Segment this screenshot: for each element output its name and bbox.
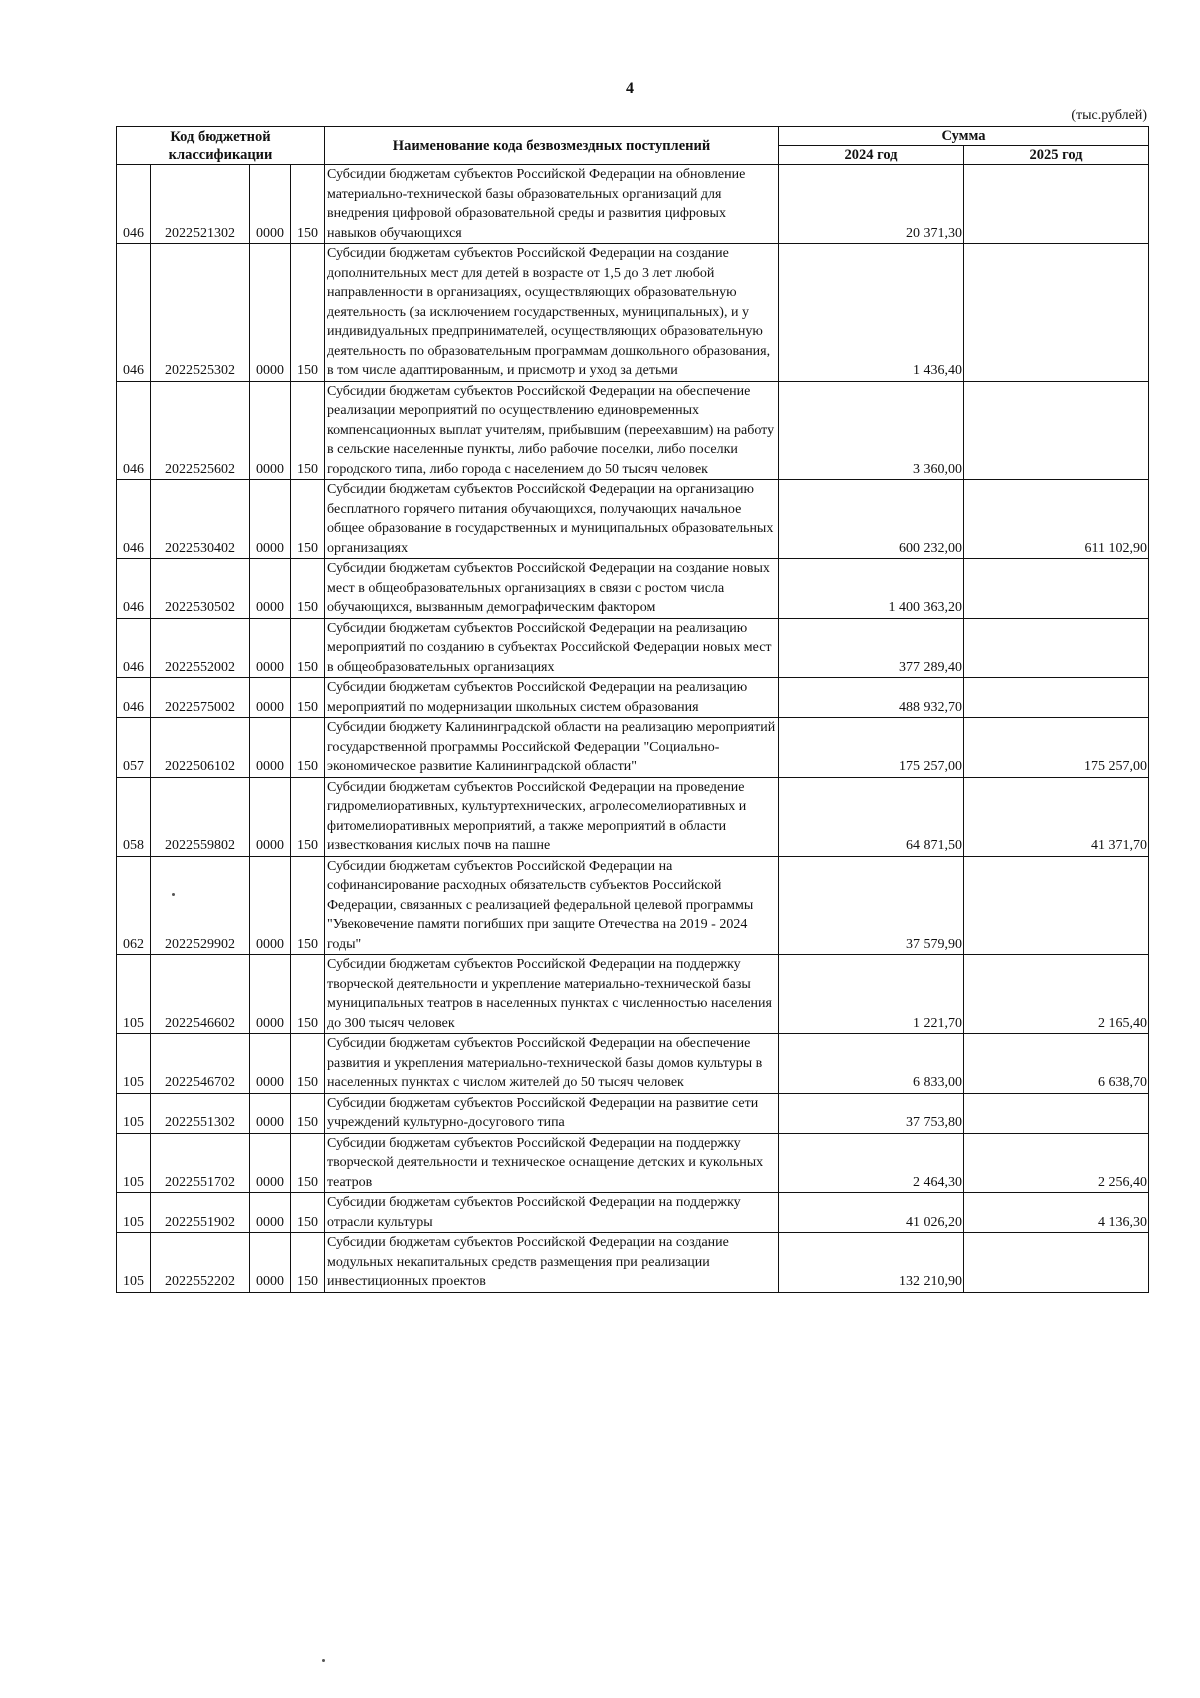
kbk-code-cell: 2022551302 [151,1093,250,1133]
revenue-name-cell: Субсидии бюджетам субъектов Российской Федерации на поддержку творческой деятельности и техническое оснащение детских и кукольных театров [325,1133,779,1193]
table-row [117,1133,1149,1193]
program-code-cell: 0000 [250,381,291,480]
admin-code-cell: 046 [117,678,151,718]
admin-code-cell: 046 [117,480,151,559]
admin-code-cell: 046 [117,559,151,619]
amount-2024-cell: 1 400 363,20 [779,559,964,619]
table-row [117,1093,1149,1133]
kbk-code-cell: 2022525302 [151,244,250,382]
kbk-code-cell: 2022530502 [151,559,250,619]
amount-2025-cell [964,165,1149,244]
header-sum: Сумма [779,127,1149,146]
admin-code-cell: 046 [117,381,151,480]
economic-code-cell: 150 [291,618,325,678]
economic-code-cell: 150 [291,1233,325,1293]
amount-2025-cell: 2 165,40 [964,955,1149,1034]
amount-2025-cell: 4 136,30 [964,1193,1149,1233]
header-name: Наименование кода безвозмездных поступлений [325,127,779,165]
table-row [117,165,1149,244]
program-code-cell: 0000 [250,777,291,856]
amount-2024-cell: 6 833,00 [779,1034,964,1094]
program-code-cell: 0000 [250,1133,291,1193]
revenue-name-cell: Субсидии бюджетам субъектов Российской Федерации на развитие сети учреждений культурно-досугового типа [325,1093,779,1133]
economic-code-cell: 150 [291,955,325,1034]
scan-speck [172,893,175,896]
kbk-code-cell: 2022529902 [151,856,250,955]
units-label: (тыс.рублей) [1071,108,1147,123]
header-year-2024: 2024 год [779,146,964,165]
amount-2024-cell: 488 932,70 [779,678,964,718]
amount-2025-cell [964,618,1149,678]
admin-code-cell: 105 [117,955,151,1034]
economic-code-cell: 150 [291,480,325,559]
economic-code-cell: 150 [291,244,325,382]
kbk-code-cell: 2022552002 [151,618,250,678]
admin-code-cell: 046 [117,618,151,678]
economic-code-cell: 150 [291,856,325,955]
program-code-cell: 0000 [250,856,291,955]
admin-code-cell: 046 [117,244,151,382]
amount-2024-cell: 132 210,90 [779,1233,964,1293]
amount-2024-cell: 41 026,20 [779,1193,964,1233]
table-row [117,1034,1149,1094]
economic-code-cell: 150 [291,165,325,244]
header-code-group: Код бюджетной классификации [117,127,325,165]
economic-code-cell: 150 [291,777,325,856]
revenue-name-cell: Субсидии бюджетам субъектов Российской Федерации на реализацию мероприятий по созданию в субъектах Российской Федерации новых мест в общеобразовательных организациях [325,618,779,678]
kbk-code-cell: 2022552202 [151,1233,250,1293]
program-code-cell: 0000 [250,1093,291,1133]
revenue-name-cell: Субсидии бюджетам субъектов Российской Федерации на обеспечение развития и укрепления материально-технической базы домов культуры в населенных пунктах с числом жителей до 50 тысяч человек [325,1034,779,1094]
economic-code-cell: 150 [291,678,325,718]
revenue-name-cell: Субсидии бюджетам субъектов Российской Федерации на софинансирование расходных обязательств субъектов Российской Федерации, связанных с реализацией федеральной целевой программы "Увековечение памяти погибших при защите Отечества на 2019 - 2024 годы" [325,856,779,955]
program-code-cell: 0000 [250,718,291,778]
revenue-name-cell: Субсидии бюджету Калининградской области на реализацию мероприятий государственной программы Российской Федерации "Социально-экономическое развитие Калининградской области" [325,718,779,778]
economic-code-cell: 150 [291,718,325,778]
admin-code-cell: 105 [117,1093,151,1133]
table-body [117,165,1149,1293]
header-year-2025: 2025 год [964,146,1149,165]
kbk-code-cell: 2022551902 [151,1193,250,1233]
amount-2025-cell [964,1233,1149,1293]
revenue-name-cell: Субсидии бюджетам субъектов Российской Федерации на создание дополнительных мест для детей в возрасте от 1,5 до 3 лет любой направленности в организациях, осуществляющих образовательную деятельность (за исключением государственных, муниципальных), и у индивидуальных предпринимателей, осуществляющих образовательную деятельность по образовательным программам дошкольного образования, в том числе адаптированным, и присмотр и уход за детьми [325,244,779,382]
amount-2024-cell: 64 871,50 [779,777,964,856]
amount-2025-cell [964,1093,1149,1133]
table-row [117,678,1149,718]
revenue-name-cell: Субсидии бюджетам субъектов Российской Федерации на организацию бесплатного горячего питания обучающихся, получающих начальное общее образование в государственных и муниципальных образовательных организациях [325,480,779,559]
revenue-name-cell: Субсидии бюджетам субъектов Российской Федерации на обновление материально-технической базы образовательных организаций для внедрения цифровой образовательной среды и развития цифровых навыков обучающихся [325,165,779,244]
revenue-name-cell: Субсидии бюджетам субъектов Российской Федерации на проведение гидромелиоративных, культуртехнических, агролесомелиоративных и фитомелиоративных мероприятий, а также мероприятий в области известкования кислых почв на пашне [325,777,779,856]
amount-2025-cell [964,856,1149,955]
program-code-cell: 0000 [250,1034,291,1094]
program-code-cell: 0000 [250,955,291,1034]
admin-code-cell: 105 [117,1233,151,1293]
program-code-cell: 0000 [250,678,291,718]
amount-2024-cell: 37 579,90 [779,856,964,955]
program-code-cell: 0000 [250,480,291,559]
amount-2025-cell: 41 371,70 [964,777,1149,856]
admin-code-cell: 062 [117,856,151,955]
amount-2024-cell: 1 436,40 [779,244,964,382]
program-code-cell: 0000 [250,244,291,382]
kbk-code-cell: 2022521302 [151,165,250,244]
revenue-name-cell: Субсидии бюджетам субъектов Российской Федерации на создание модульных некапитальных средств размещения при реализации инвестиционных проектов [325,1233,779,1293]
amount-2024-cell: 600 232,00 [779,480,964,559]
amount-2025-cell [964,244,1149,382]
program-code-cell: 0000 [250,1233,291,1293]
table-row [117,480,1149,559]
kbk-code-cell: 2022546602 [151,955,250,1034]
economic-code-cell: 150 [291,1193,325,1233]
kbk-code-cell: 2022530402 [151,480,250,559]
revenue-name-cell: Субсидии бюджетам субъектов Российской Федерации на обеспечение реализации мероприятий по осуществлению единовременных компенсационных выплат учителям, прибывшим (переехавшим) на работу в сельские населенные пункты, либо рабочие поселки, либо поселки городского типа, либо города с населением до 50 тысяч человек [325,381,779,480]
admin-code-cell: 105 [117,1133,151,1193]
amount-2024-cell: 1 221,70 [779,955,964,1034]
program-code-cell: 0000 [250,618,291,678]
economic-code-cell: 150 [291,381,325,480]
economic-code-cell: 150 [291,559,325,619]
admin-code-cell: 105 [117,1034,151,1094]
amount-2024-cell: 175 257,00 [779,718,964,778]
revenue-name-cell: Субсидии бюджетам субъектов Российской Федерации на создание новых мест в общеобразовательных организациях в связи с ростом числа обучающихся, вызванным демографическим фактором [325,559,779,619]
revenue-name-cell: Субсидии бюджетам субъектов Российской Федерации на поддержку творческой деятельности и укрепление материально-технической базы муниципальных театров в населенных пунктах с численностью населения до 300 тысяч человек [325,955,779,1034]
admin-code-cell: 046 [117,165,151,244]
budget-table [116,126,1149,1293]
amount-2025-cell: 611 102,90 [964,480,1149,559]
table-row [117,559,1149,619]
table-row [117,1233,1149,1293]
kbk-code-cell: 2022551702 [151,1133,250,1193]
table-row [117,618,1149,678]
scan-speck [322,1659,325,1662]
amount-2024-cell: 20 371,30 [779,165,964,244]
amount-2024-cell: 37 753,80 [779,1093,964,1133]
admin-code-cell: 058 [117,777,151,856]
kbk-code-cell: 2022559802 [151,777,250,856]
program-code-cell: 0000 [250,165,291,244]
economic-code-cell: 150 [291,1093,325,1133]
table-row [117,777,1149,856]
page-number: 4 [626,80,634,97]
amount-2024-cell: 2 464,30 [779,1133,964,1193]
economic-code-cell: 150 [291,1133,325,1193]
amount-2025-cell [964,678,1149,718]
admin-code-cell: 105 [117,1193,151,1233]
table-row [117,856,1149,955]
revenue-name-cell: Субсидии бюджетам субъектов Российской Федерации на реализацию мероприятий по модернизации школьных систем образования [325,678,779,718]
program-code-cell: 0000 [250,559,291,619]
revenue-name-cell: Субсидии бюджетам субъектов Российской Федерации на поддержку отрасли культуры [325,1193,779,1233]
economic-code-cell: 150 [291,1034,325,1094]
kbk-code-cell: 2022546702 [151,1034,250,1094]
table-row [117,1193,1149,1233]
amount-2025-cell [964,381,1149,480]
amount-2025-cell: 2 256,40 [964,1133,1149,1193]
amount-2025-cell: 175 257,00 [964,718,1149,778]
kbk-code-cell: 2022525602 [151,381,250,480]
table-row [117,955,1149,1034]
header-row-1 [117,127,1149,146]
table-row [117,718,1149,778]
table-row [117,381,1149,480]
amount-2025-cell: 6 638,70 [964,1034,1149,1094]
kbk-code-cell: 2022506102 [151,718,250,778]
table-row [117,244,1149,382]
kbk-code-cell: 2022575002 [151,678,250,718]
amount-2024-cell: 3 360,00 [779,381,964,480]
amount-2025-cell [964,559,1149,619]
program-code-cell: 0000 [250,1193,291,1233]
admin-code-cell: 057 [117,718,151,778]
amount-2024-cell: 377 289,40 [779,618,964,678]
